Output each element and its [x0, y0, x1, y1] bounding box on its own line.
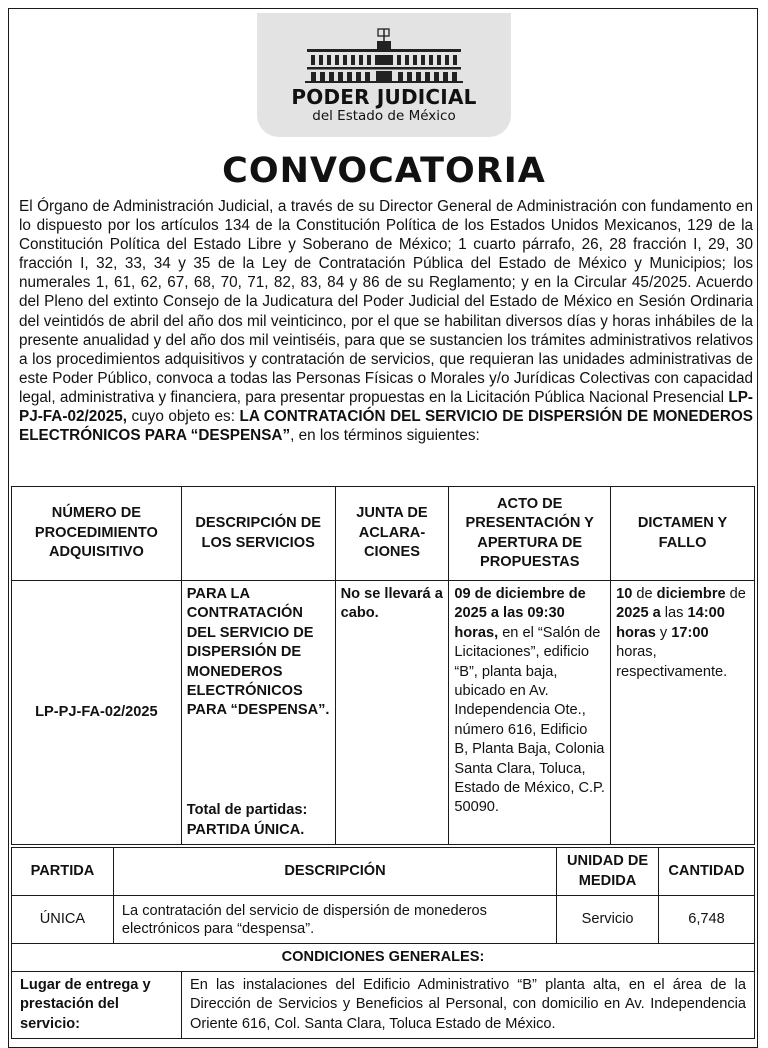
delivery-place-label: Lugar de entrega y prestación del servicio:	[12, 972, 182, 1039]
ruling-text: horas, respectivamente.	[616, 644, 728, 680]
ruling-year: 2025 a	[616, 605, 661, 622]
page-title: CONVOCATORIA	[222, 151, 546, 191]
ruling-text: de	[725, 586, 746, 602]
ruling-time-1: 14:00 horas	[616, 605, 725, 641]
header-descripcion: DESCRIPCIÓN	[113, 848, 556, 896]
intro-text-3: , en los términos siguientes:	[290, 427, 480, 445]
logo-title: PODER JUDICIAL	[291, 85, 477, 109]
opening-location: en el “Salón de Licitaciones”, edificio “B”, planta baja, ubicado en Av. Independencia Ote., número 616, Edificio B, Planta Baja, Colonia Santa Clara, Toluca, Estado de México, C.P. 50090.	[454, 624, 605, 816]
header-partida: PARTIDA	[12, 848, 114, 896]
ruling-cell	[611, 581, 755, 845]
ruling-month: diciembre	[656, 586, 726, 602]
header-clarification-meeting: JUNTA DE ACLARA-CIONES	[335, 487, 449, 581]
ruling-text: de	[632, 586, 657, 602]
items-table	[11, 847, 755, 944]
ruling-time-2: 17:00	[671, 624, 709, 641]
header-proposal-opening: ACTO DE PRESENTACIÓN Y APERTURA DE PROPUESTAS	[449, 487, 611, 581]
intro-paragraph	[19, 197, 753, 445]
institution-logo	[257, 13, 511, 137]
ruling-text: las	[660, 605, 688, 622]
total-items	[187, 801, 308, 840]
total-items-value: PARTIDA ÚNICA.	[186, 821, 305, 838]
ruling-text: y	[655, 624, 672, 641]
palace-building-icon	[299, 27, 469, 83]
header-unidad-medida: UNIDAD DE MEDIDA	[557, 848, 659, 896]
procedure-number-cell: LP-PJ-FA-02/2025	[12, 581, 182, 845]
service-description-text: PARA LA CONTRATACIÓN DEL SERVICIO DE DISPERSIÓN DE MONEDEROS ELECTRÓNICOS PARA “DESPENSA”.	[186, 586, 330, 719]
proposal-opening-cell	[449, 581, 611, 845]
total-items-label: Total de partidas:	[186, 802, 308, 819]
ruling-day: 10	[616, 586, 633, 602]
item-descripcion: La contratación del servicio de dispersión de monederos electrónicos para “despensa”.	[113, 896, 556, 944]
general-conditions-header: CONDICIONES GENERALES:	[12, 944, 755, 972]
procedure-table	[11, 486, 755, 845]
item-cantidad: 6,748	[659, 896, 755, 944]
item-unidad: Servicio	[557, 896, 659, 944]
item-partida: ÚNICA	[12, 896, 114, 944]
convocatoria-page	[8, 8, 758, 1048]
logo-subtitle: del Estado de México	[312, 108, 456, 124]
header-service-description: DESCRIPCIÓN DE LOS SERVICIOS	[181, 487, 335, 581]
header-ruling: DICTAMEN Y FALLO	[611, 487, 755, 581]
service-description-cell	[181, 581, 335, 845]
header-procedure-number: NÚMERO DE PROCEDIMIENTO ADQUISITIVO	[12, 487, 182, 581]
clarification-meeting-cell: No se llevará a cabo.	[335, 581, 449, 845]
procedure-reference: LP-PJ-FA-02/2025,	[19, 388, 753, 426]
intro-text: El Órgano de Administración Judicial, a través de su Director General de Administración con fundamento en lo dispuesto por los artículos 134 de la Constitución Política de los Estados Unidos Mexicanos, 129 de la Constitución Política del Estado Libre y Soberano de México; 1 cuarto párrafo, 26, 28 fracción I, 29, 30 fracción I, 32, 33, 34 y 35 de la Ley de Contratación Pública del Estado de México y Municipios; los numerales 1, 61, 62, 67, 68, 70, 71, 82, 83, 84 y 86 de su Reglamento; y en la Circular 45/2025. Acuerdo del Pleno del extinto Consejo de la Judicatura del Poder Judicial del Estado de México en Sesión Ordinaria del veintidós de abril del año dos mil veinticinco, por el que se habilitan diversos días y horas inhábiles de la presente anualidad y del año dos mil veintiséis, para que se sustancien los trámites administrativos relativos a los procedimientos adquisitivos y contratación de servicios, que requieran las unidades administrativas de este Poder Público, convoca a todas las Personas Físicas o Morales y/o Jurídicas Colectivas con capacidad legal, administrativa y financiera, para presentar propuestas en la Licitación Pública Nacional Presencial	[19, 198, 753, 406]
delivery-place-value: En las instalaciones del Edificio Administrativo “B” planta alta, en el área de la Dirección de Servicios y Beneficios al Personal, con domicilio en Av. Independencia Oriente 616, Col. Santa Clara, Toluca Estado de México.	[182, 972, 755, 1039]
opening-date: 09 de diciembre de 2025 a las 09:30 horas,	[454, 586, 586, 641]
general-conditions-table	[11, 943, 755, 1039]
header-cantidad: CANTIDAD	[659, 848, 755, 896]
tender-object: LA CONTRATACIÓN DEL SERVICIO DE DISPERSIÓN DE MONEDEROS ELECTRÓNICOS PARA “DESPENSA”	[19, 408, 753, 445]
intro-text-2: cuyo objeto es:	[127, 408, 240, 426]
